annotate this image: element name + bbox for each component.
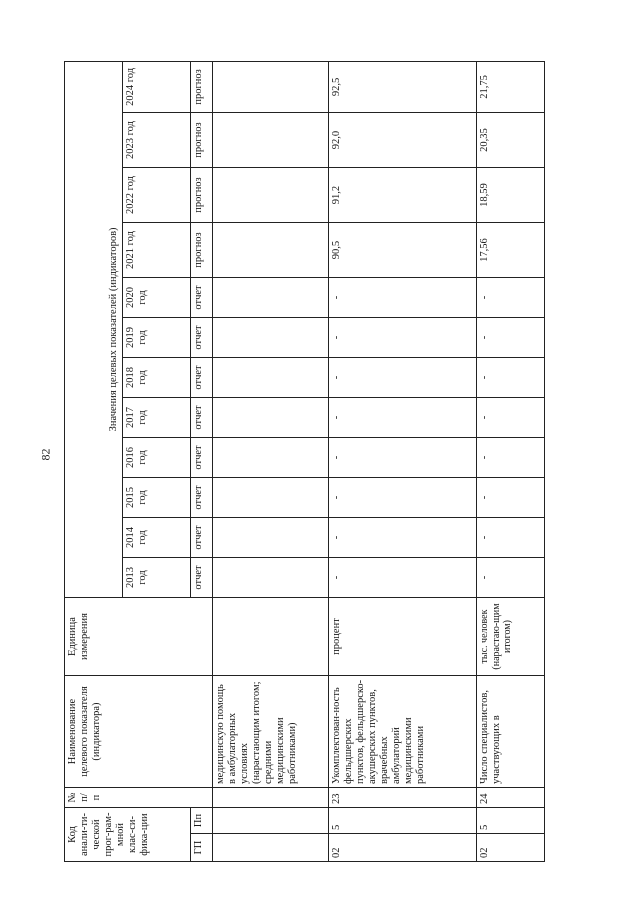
cell-value: - bbox=[477, 558, 545, 598]
cell-value: - bbox=[329, 318, 477, 358]
year-2013: 2013 год bbox=[123, 558, 191, 598]
cell-value: 90,5 bbox=[329, 223, 477, 278]
cell-value: - bbox=[329, 278, 477, 318]
cell-value: - bbox=[477, 318, 545, 358]
cell-value: - bbox=[329, 358, 477, 398]
status-2016: отчет bbox=[191, 438, 213, 478]
cell-value: 17,56 bbox=[477, 223, 545, 278]
year-2016: 2016 год bbox=[123, 438, 191, 478]
cell-value bbox=[213, 518, 329, 558]
rotated-table-container bbox=[64, 62, 544, 862]
values-header: Значения целевых показателей (индикаторов) bbox=[65, 61, 123, 597]
year-2019: 2019 год bbox=[123, 318, 191, 358]
cell-value: 91,2 bbox=[329, 168, 477, 223]
cell-value bbox=[213, 113, 329, 168]
cell-value: - bbox=[329, 438, 477, 478]
status-2023: прогноз bbox=[191, 113, 213, 168]
cell-name: Число специалистов, участвующих в bbox=[477, 676, 545, 788]
cell-value: - bbox=[329, 518, 477, 558]
status-2017: отчет bbox=[191, 398, 213, 438]
year-2014: 2014 год bbox=[123, 518, 191, 558]
cell-value: - bbox=[477, 398, 545, 438]
cell-pp: 5 bbox=[329, 808, 477, 834]
cell-value bbox=[213, 478, 329, 518]
code-header: Код анали-ти-ческой прог-рам-мной клас-си-фика-ции bbox=[65, 808, 191, 862]
cell-name: медицинскую помощь в амбулаторных условиях (нарастающим итогом; средними медицинскими работниками) bbox=[213, 676, 329, 788]
cell-value bbox=[213, 318, 329, 358]
indicators-table bbox=[64, 61, 545, 862]
year-2017: 2017 год bbox=[123, 398, 191, 438]
cell-no: 24 bbox=[477, 788, 545, 808]
status-2022: прогноз bbox=[191, 168, 213, 223]
cell-value: - bbox=[329, 478, 477, 518]
year-2022: 2022 год bbox=[123, 168, 191, 223]
cell-gp: 02 bbox=[477, 834, 545, 862]
status-2013: отчет bbox=[191, 558, 213, 598]
cell-value bbox=[213, 168, 329, 223]
year-2015: 2015 год bbox=[123, 478, 191, 518]
unit-header: Единица измерения bbox=[65, 598, 213, 676]
table-row bbox=[329, 61, 477, 861]
cell-value: 21,75 bbox=[477, 61, 545, 112]
cell-value: - bbox=[329, 398, 477, 438]
year-2021: 2021 год bbox=[123, 223, 191, 278]
table-row bbox=[213, 61, 329, 861]
cell-name: Укомплектован-ность фельдшерских пунктов, фельдшерско-акушерских пунктов, врачебных амбулаторий медицинскими работниками bbox=[329, 676, 477, 788]
cell-no: 23 bbox=[329, 788, 477, 808]
cell-value: - bbox=[477, 278, 545, 318]
cell-unit: процент bbox=[329, 598, 477, 676]
cell-value: - bbox=[477, 478, 545, 518]
cell-unit bbox=[213, 598, 329, 676]
cell-value bbox=[213, 358, 329, 398]
cell-value: 18,59 bbox=[477, 168, 545, 223]
year-2023: 2023 год bbox=[123, 113, 191, 168]
status-2014: отчет bbox=[191, 518, 213, 558]
code-pp-header: Пп bbox=[191, 808, 213, 834]
cell-value bbox=[213, 61, 329, 112]
cell-value: - bbox=[477, 438, 545, 478]
year-2020: 2020 год bbox=[123, 278, 191, 318]
status-2021: прогноз bbox=[191, 223, 213, 278]
code-gp-header: ГП bbox=[191, 834, 213, 862]
indicator-name-header: Наименование целевого показателя (индикатора) bbox=[65, 676, 213, 788]
status-2019: отчет bbox=[191, 318, 213, 358]
cell-value: 92,5 bbox=[329, 61, 477, 112]
cell-value bbox=[213, 223, 329, 278]
year-2024: 2024 год bbox=[123, 61, 191, 112]
table-row bbox=[477, 61, 545, 861]
cell-value: 20,35 bbox=[477, 113, 545, 168]
cell-pp: 5 bbox=[477, 808, 545, 834]
page-number: 82 bbox=[38, 448, 53, 461]
cell-pp bbox=[213, 808, 329, 834]
cell-gp: 02 bbox=[329, 834, 477, 862]
cell-no bbox=[213, 788, 329, 808]
cell-value: - bbox=[477, 518, 545, 558]
cell-value bbox=[213, 558, 329, 598]
cell-value: - bbox=[329, 558, 477, 598]
status-2024: прогноз bbox=[191, 61, 213, 112]
cell-value: - bbox=[477, 358, 545, 398]
status-2015: отчет bbox=[191, 478, 213, 518]
status-2018: отчет bbox=[191, 358, 213, 398]
cell-value: 92,0 bbox=[329, 113, 477, 168]
cell-unit: тыс. человек (нарастаю-щим итогом) bbox=[477, 598, 545, 676]
cell-value bbox=[213, 398, 329, 438]
cell-value bbox=[213, 278, 329, 318]
status-2020: отчет bbox=[191, 278, 213, 318]
cell-value bbox=[213, 438, 329, 478]
cell-gp bbox=[213, 834, 329, 862]
row-no-header: № п/п bbox=[65, 788, 213, 808]
year-2018: 2018 год bbox=[123, 358, 191, 398]
